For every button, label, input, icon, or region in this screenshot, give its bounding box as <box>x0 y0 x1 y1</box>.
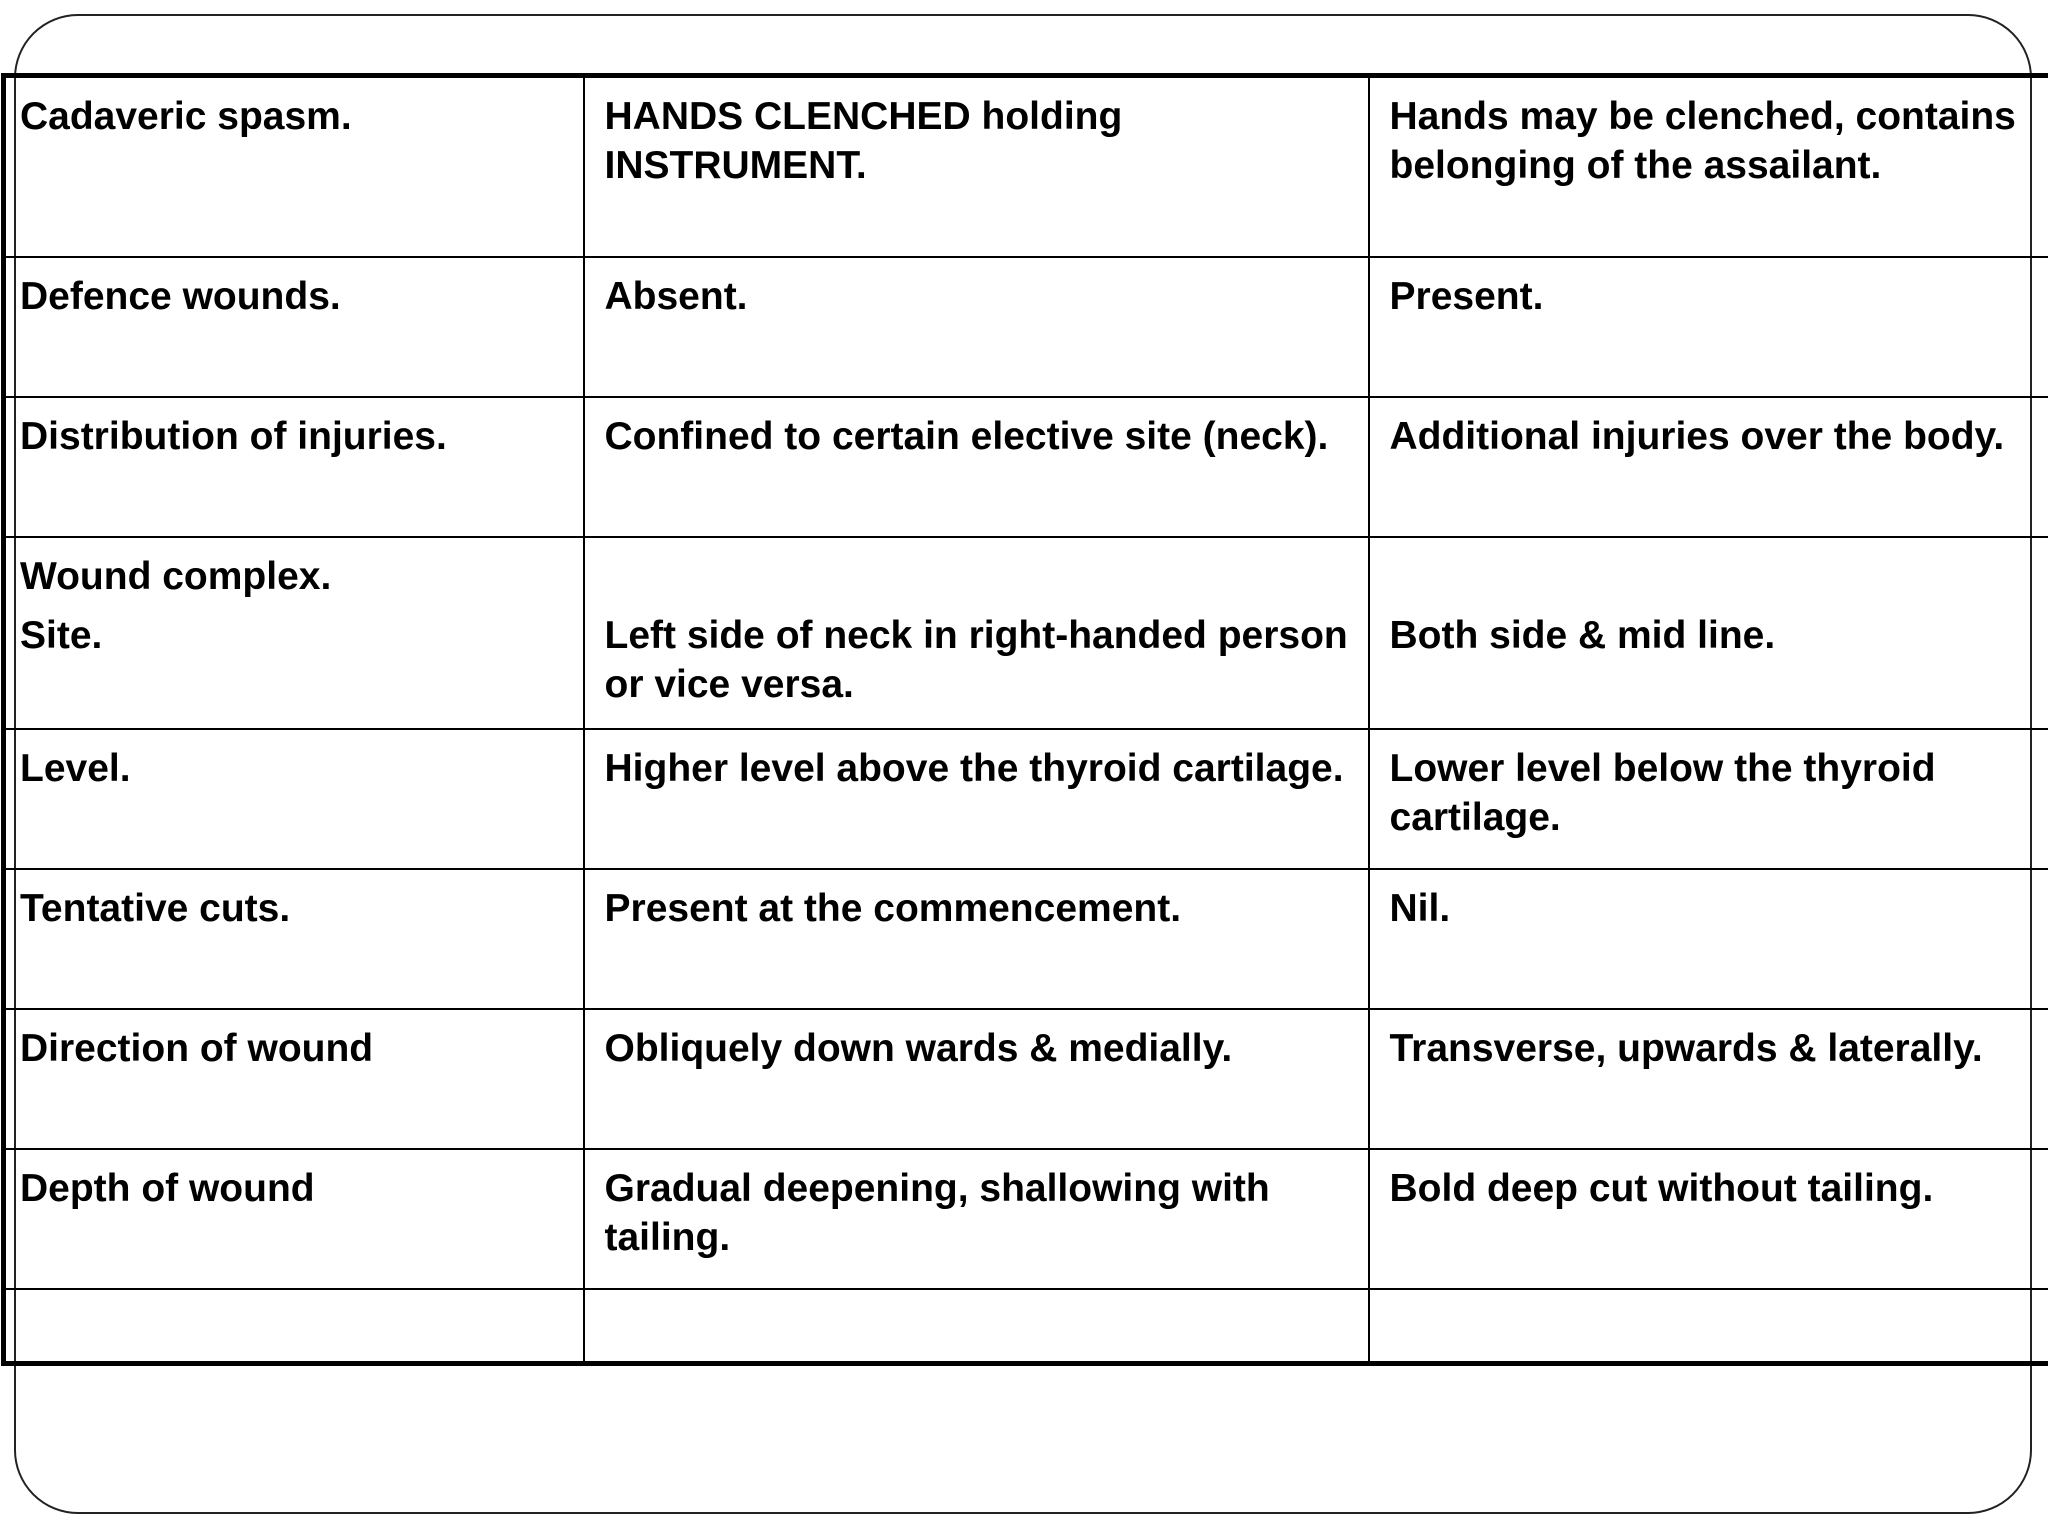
table-cell: Bold deep cut without tailing. <box>1369 1149 2048 1289</box>
table-cell: Absent. <box>584 257 1369 397</box>
table-row <box>4 76 2048 257</box>
table-cell: Direction of wound <box>4 1009 584 1149</box>
table-cell: Tentative cuts. <box>4 869 584 1009</box>
table-cell: Gradual deepening, shallowing with tailing. <box>584 1149 1369 1289</box>
table-cell <box>584 1289 1369 1364</box>
cell-text: Left side of neck in right-handed person or vice versa. <box>604 613 1348 706</box>
table-cell <box>1369 537 2048 729</box>
table-cell <box>584 537 1369 729</box>
table-cell <box>1369 1289 2048 1364</box>
table-cell: Transverse, upwards & laterally. <box>1369 1009 2048 1149</box>
table-row <box>4 537 2048 729</box>
table-row <box>4 257 2048 397</box>
table-row <box>4 1009 2048 1149</box>
table-cell: Additional injuries over the body. <box>1369 397 2048 537</box>
table-cell: Lower level below the thyroid cartilage. <box>1369 729 2048 869</box>
table-cell: Depth of wound <box>4 1149 584 1289</box>
table-cell <box>4 1289 584 1364</box>
table-row <box>4 869 2048 1009</box>
table-cell: HANDS CLENCHED holding INSTRUMENT. <box>584 76 1369 257</box>
table-cell: Present at the commencement. <box>584 869 1369 1009</box>
table-cell: Obliquely down wards & medially. <box>584 1009 1369 1149</box>
table-cell <box>4 537 584 729</box>
table-cell: Present. <box>1369 257 2048 397</box>
table-row <box>4 729 2048 869</box>
table-row <box>4 397 2048 537</box>
table-cell: Defence wounds. <box>4 257 584 397</box>
table-row <box>4 1289 2048 1364</box>
table-cell: Distribution of injuries. <box>4 397 584 537</box>
table-cell: Level. <box>4 729 584 869</box>
comparison-table <box>1 73 2048 1366</box>
table-cell: Cadaveric spasm. <box>4 76 584 257</box>
table-row <box>4 1149 2048 1289</box>
table-cell: Confined to certain elective site (neck). <box>584 397 1369 537</box>
cell-text: Both side & mid line. <box>1389 613 1776 657</box>
table-cell: Higher level above the thyroid cartilage. <box>584 729 1369 869</box>
table-cell: Nil. <box>1369 869 2048 1009</box>
table-cell: Hands may be clenched, contains belonging of the assailant. <box>1369 76 2048 257</box>
section-heading: Wound complex. <box>20 554 332 598</box>
cell-text: Site. <box>20 613 103 657</box>
